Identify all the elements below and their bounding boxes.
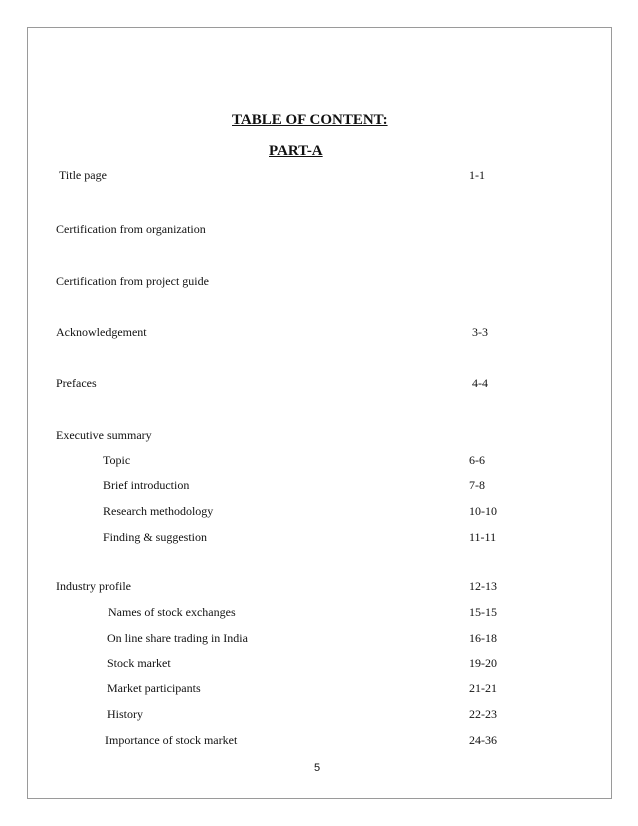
toc-entry-acknowledgement: Acknowledgement — [56, 325, 147, 339]
page-number: 5 — [314, 762, 321, 774]
toc-entry-prefaces: Prefaces — [56, 376, 97, 390]
toc-pages-topic: 6-6 — [469, 453, 485, 467]
toc-pages-prefaces: 4-4 — [472, 376, 488, 390]
toc-entry-certification-project-guide: Certification from project guide — [56, 274, 209, 288]
toc-entry-market-participants: Market participants — [107, 681, 201, 695]
toc-pages-finding-suggestion: 11-11 — [469, 530, 497, 544]
toc-pages-online-share-trading: 16-18 — [469, 631, 497, 645]
toc-pages-importance-of-stock-market: 24-36 — [469, 733, 497, 747]
toc-entry-executive-summary: Executive summary — [56, 428, 152, 442]
toc-entry-certification-organization: Certification from organization — [56, 222, 206, 236]
toc-pages-market-participants: 21-21 — [469, 681, 497, 695]
toc-entry-brief-introduction: Brief introduction — [103, 478, 190, 492]
toc-entry-history: History — [107, 707, 143, 721]
toc-pages-stock-market: 19-20 — [469, 656, 497, 670]
toc-pages-industry-profile: 12-13 — [469, 579, 497, 593]
toc-entry-online-share-trading: On line share trading in India — [107, 631, 248, 645]
toc-pages-acknowledgement: 3-3 — [472, 325, 488, 339]
toc-title: TABLE OF CONTENT: — [232, 112, 388, 128]
toc-pages-history: 22-23 — [469, 707, 497, 721]
toc-pages-research-methodology: 10-10 — [469, 504, 497, 518]
toc-entry-industry-profile: Industry profile — [56, 579, 131, 593]
toc-entry-finding-suggestion: Finding & suggestion — [103, 530, 208, 544]
toc-pages-names-of-stock-exchanges: 15-15 — [469, 605, 497, 619]
toc-entry-title-page: Title page — [59, 168, 107, 182]
part-title: PART-A — [269, 143, 323, 159]
toc-pages-brief-introduction: 7-8 — [469, 478, 485, 492]
toc-entry-stock-market: Stock market — [107, 656, 171, 670]
toc-pages-title-page: 1-1 — [469, 168, 485, 182]
toc-entry-names-of-stock-exchanges: Names of stock exchanges — [108, 605, 236, 619]
toc-entry-importance-of-stock-market: Importance of stock market — [105, 733, 238, 747]
toc-entry-topic: Topic — [103, 453, 131, 467]
toc-entry-research-methodology: Research methodology — [103, 504, 214, 518]
